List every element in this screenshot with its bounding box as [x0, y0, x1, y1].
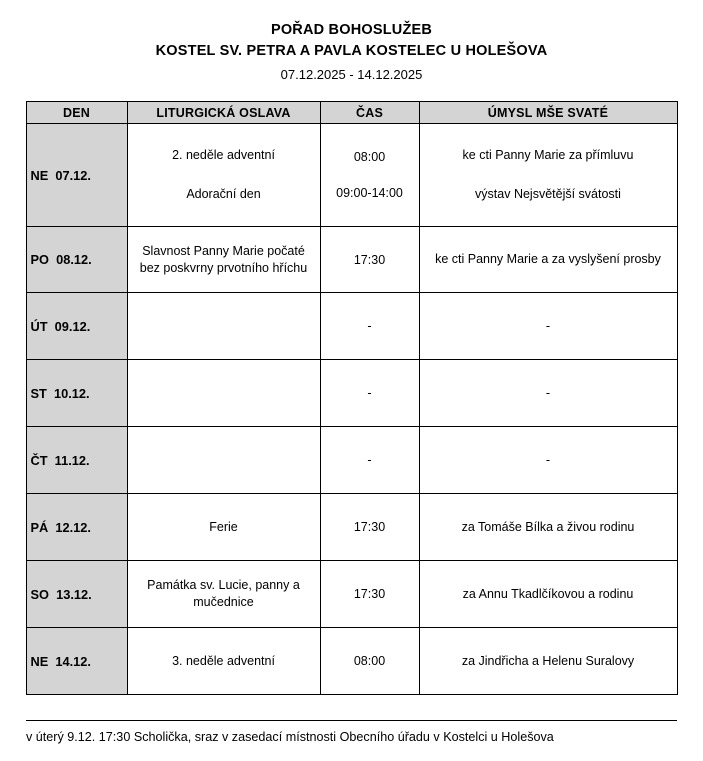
cell-day: ÚT 09.12.	[26, 293, 127, 360]
cell-intention: -	[419, 360, 677, 427]
cell-intention: ke cti Panny Marie a za vyslyšení prosby	[419, 227, 677, 293]
schedule-table	[26, 101, 678, 695]
table-body	[26, 124, 677, 695]
cell-liturgy	[127, 293, 320, 360]
table-row	[26, 561, 677, 628]
cell-day: ST 10.12.	[26, 360, 127, 427]
cell-day: PO 08.12.	[26, 227, 127, 293]
column-header-intention: ÚMYSL MŠE SVATÉ	[419, 102, 677, 124]
table-row	[26, 360, 677, 427]
table-row	[26, 628, 677, 695]
cell-intention	[419, 124, 677, 227]
cell-day: SO 13.12.	[26, 561, 127, 628]
liturgy-line-2: Adorační den	[186, 187, 261, 202]
cell-liturgy: Ferie	[127, 494, 320, 561]
cell-time: -	[320, 427, 419, 494]
cell-liturgy	[127, 427, 320, 494]
cell-intention: za Jindřicha a Helenu Suralovy	[419, 628, 677, 695]
time-line-1: 08:00	[353, 150, 386, 165]
cell-liturgy	[127, 124, 320, 227]
table-row	[26, 227, 677, 293]
cell-time: -	[320, 293, 419, 360]
cell-liturgy: 3. neděle adventní	[127, 628, 320, 695]
cell-time: -	[320, 360, 419, 427]
time-line-2: 09:00-14:00	[336, 186, 403, 201]
cell-time: 08:00	[320, 628, 419, 695]
page-title: POŘAD BOHOSLUŽEB	[270, 22, 433, 38]
cell-day: PÁ 12.12.	[26, 494, 127, 561]
cell-time: 17:30	[320, 227, 419, 293]
cell-time: 17:30	[320, 494, 419, 561]
cell-liturgy	[127, 360, 320, 427]
table-row	[26, 494, 677, 561]
cell-liturgy: Památka sv. Lucie, panny a mučednice	[127, 561, 320, 628]
cell-day: ČT 11.12.	[26, 427, 127, 494]
date-range: 07.12.2025 - 14.12.2025	[280, 67, 423, 83]
table-header-row	[26, 102, 677, 124]
cell-time	[320, 124, 419, 227]
cell-day: NE 07.12.	[26, 124, 127, 227]
liturgy-line-1: 2. neděle adventní	[172, 148, 275, 163]
intention-line-2: výstav Nejsvětější svátosti	[475, 187, 621, 202]
cell-day: NE 14.12.	[26, 628, 127, 695]
cell-intention: za Annu Tkadlčíkovou a rodinu	[419, 561, 677, 628]
column-header-time: ČAS	[320, 102, 419, 124]
page-subtitle: KOSTEL SV. PETRA A PAVLA KOSTELEC U HOLEŠOVA	[155, 43, 548, 60]
column-header-liturgy: LITURGICKÁ OSLAVA	[127, 102, 320, 124]
cell-time: 17:30	[320, 561, 419, 628]
document-header	[0, 0, 703, 84]
table-head	[26, 102, 677, 124]
cell-intention: za Tomáše Bílka a živou rodinu	[419, 494, 677, 561]
column-header-day: DEN	[26, 102, 127, 124]
table-row	[26, 427, 677, 494]
cell-liturgy: Slavnost Panny Marie počaté bez poskvrny prvotního hříchu	[127, 227, 320, 293]
intention-line-1: ke cti Panny Marie za přímluvu	[462, 148, 634, 163]
table-row	[26, 293, 677, 360]
footnote: v úterý 9.12. 17:30 Scholička, sraz v zasedací místnosti Obecního úřadu v Kostelci u Holešova	[26, 720, 677, 747]
cell-intention: -	[419, 293, 677, 360]
cell-intention: -	[419, 427, 677, 494]
table-row	[26, 124, 677, 227]
